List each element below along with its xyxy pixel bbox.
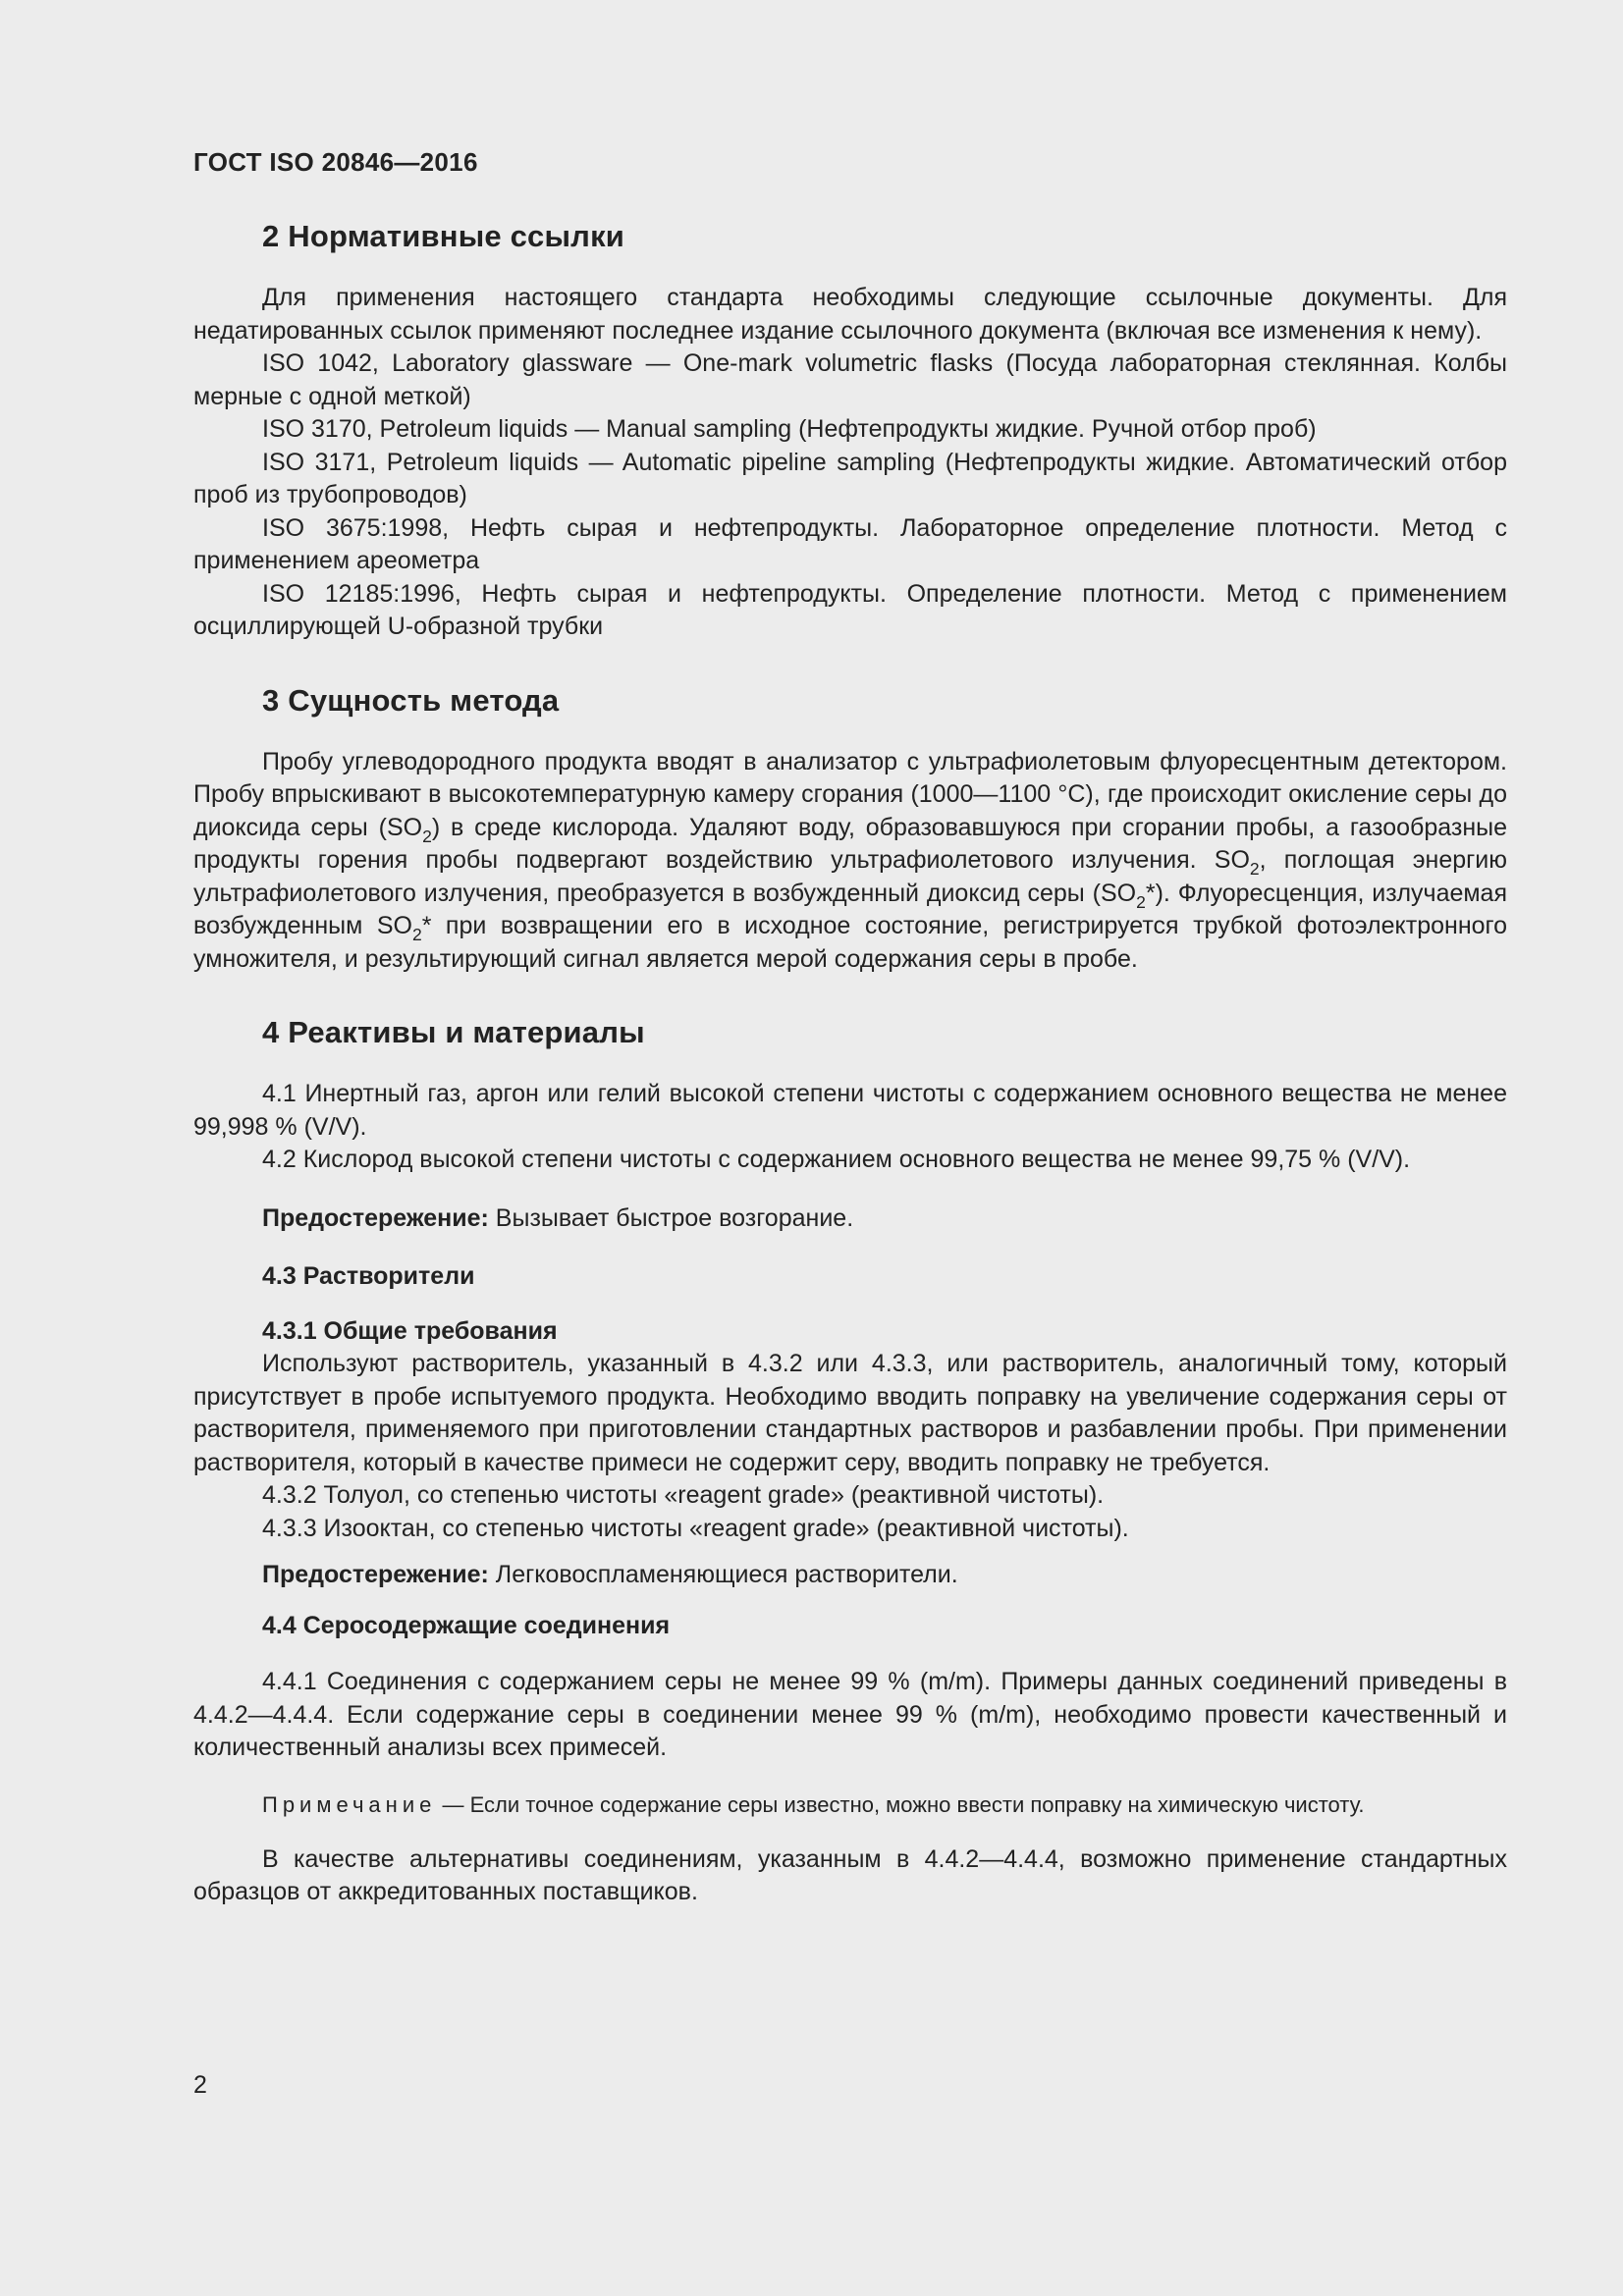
warning-4-2 [193, 1202, 1507, 1236]
section-2-heading: 2 Нормативные ссылки [262, 219, 625, 253]
subheading-4-4: 4.4 Серосодержащие соединения [262, 1611, 671, 1639]
subscript-2: 2 [422, 826, 432, 846]
section-3-heading: 3 Сущность метода [262, 682, 560, 718]
page-content [193, 147, 1507, 1909]
clause-4-1: 4.1 Инертный газ, аргон или гелий высокой степени чистоты с содержанием основного вещества не менее 99,998 % (V/V). [193, 1080, 1507, 1141]
reference-iso-3171: ISO 3171, Petroleum liquids — Automatic pipeline sampling (Нефтепродукты жидкие. Автоматический отбор проб из трубопроводов) [193, 448, 1507, 508]
clause-4-4-1: 4.4.1 Соединения с содержанием серы не менее 99 % (m/m). Примеры данных соединений приведены в 4.4.2—4.4.4. Если содержание серы в соединении менее 99 % (m/m), необходимо провести качественный и количественный анализы всех примесей. [193, 1668, 1507, 1761]
clause-4-3-3: 4.3.3 Изооктан, со степенью чистоты «reagent grade» (реактивной чистоты). [262, 1514, 1129, 1542]
excited-star: * [421, 912, 432, 939]
reference-iso-12185: ISO 12185:1996, Нефть сырая и нефтепродукты. Определение плотности. Метод с применением осциллирующей U-образной трубки [193, 579, 1507, 640]
reference-iso-1042: ISO 1042, Laboratory glassware — One-mark volumetric flasks (Посуда лабораторная стеклянная. Колбы мерные с одной меткой) [193, 349, 1507, 410]
note-label: Примечание [262, 1791, 437, 1817]
page-number: 2 [193, 2071, 207, 2099]
section-2-intro: Для применения настоящего стандарта необходимы следующие ссылочные документы. Для недатированных ссылок применяют последнее издание ссылочного документа (включая все изменения к нему). [193, 284, 1507, 345]
method-text-part: при возвращении его в исходное состояние, регистрируется трубкой фотоэлектронного умножителя, и результирующий сигнал является мерой содержания серы в пробе. [193, 912, 1508, 973]
method-text-part: Пробу углеводородного продукта вводят в анализатор с ультрафиолетовым флуоресцентным детектором. Пробу впрыскивают в высокотемпературную камеру сгорания (1000—1100 °С), где происходит окисление серы до диоксида серы (SO [193, 747, 1507, 841]
subscript-2: 2 [411, 925, 422, 944]
method-text-part: ). Флуоресценция, излучаемая возбужденным SO [193, 879, 1507, 939]
clause-4-3-1: Используют растворитель, указанный в 4.3.2 или 4.3.3, или растворитель, аналогичный тому, который присутствует в пробе испытуемого продукта. Необходимо вводить поправку на увеличение содержания серы от растворителя, применяемого при приготовлении стандартных растворов и разбавлении пробы. При применении растворителя, который в качестве примеси не содержит серу, вводить поправку не требуется. [193, 1350, 1507, 1476]
alternative-paragraph: В качестве альтернативы соединениям, указанным в 4.4.2—4.4.4, возможно применение стандартных образцов от аккредитованных поставщиков. [193, 1844, 1507, 1905]
warning-label: Предостережение: [262, 1561, 489, 1588]
section-4-heading: 4 Реактивы и материалы [262, 1015, 645, 1049]
note-text: — Если точное содержание серы известно, можно ввести поправку на химическую чистоту. [436, 1791, 1365, 1817]
warning-text: Вызывает быстрое возгорание. [488, 1203, 854, 1232]
excited-star: * [1145, 879, 1156, 907]
method-text-part: ) в среде кислорода. Удаляют воду, образовавшуюся при сгорании пробы, а газообразные продукты горения пробы подвергают воздействию ультрафиолетового излучения. SO [193, 813, 1507, 874]
warning-text: Легковоспламеняющиеся растворители. [488, 1561, 958, 1588]
note [193, 1790, 1507, 1820]
subheading-4-3: 4.3 Растворители [262, 1262, 475, 1290]
subheading-4-3-1: 4.3.1 Общие требования [262, 1316, 558, 1345]
document-header: ГОСТ ISO 20846—2016 [193, 147, 478, 177]
clause-4-3-2: 4.3.2 Толуол, со степенью чистоты «reagent grade» (реактивной чистоты). [262, 1481, 1105, 1509]
reference-iso-3170: ISO 3170, Petroleum liquids — Manual sampling (Нефтепродукты жидкие. Ручной отбор проб) [262, 415, 1317, 443]
subscript-2: 2 [1136, 891, 1146, 912]
reference-iso-3675: ISO 3675:1998, Нефть сырая и нефтепродукты. Лабораторное определение плотности. Метод с применением ареометра [193, 513, 1507, 574]
method-text-part: , поглощая энергию ультрафиолетового излучения, преобразуется в возбужденный диоксид серы (SO [193, 846, 1507, 907]
warning-label: Предостережение: [262, 1203, 489, 1232]
warning-4-3 [193, 1559, 1507, 1592]
clause-4-2: 4.2 Кислород высокой степени чистоты с содержанием основного вещества не менее 99,75 % (V/V). [262, 1146, 1411, 1173]
subscript-2: 2 [1249, 859, 1260, 879]
section-3-paragraph [193, 746, 1507, 977]
